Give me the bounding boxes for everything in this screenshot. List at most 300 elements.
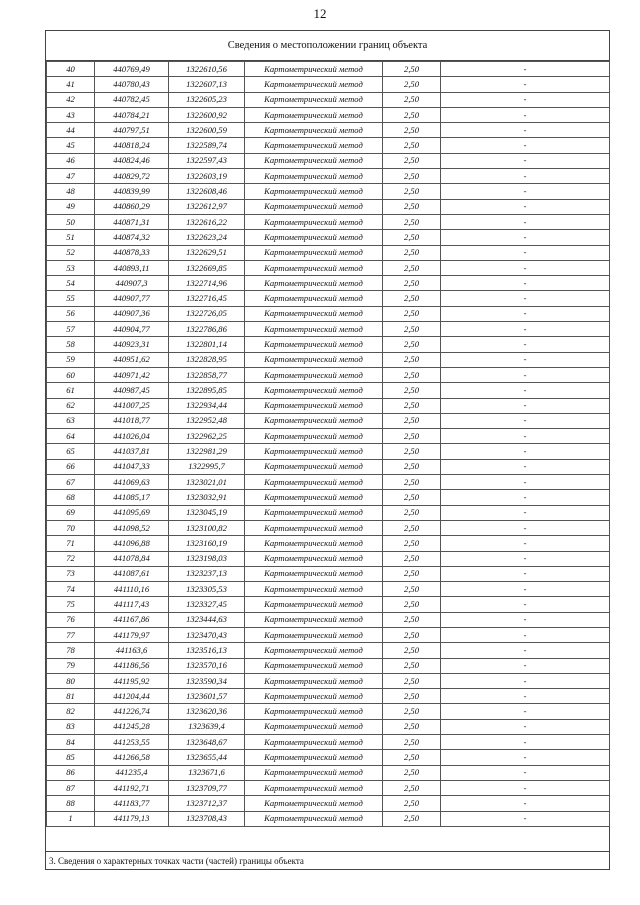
y-coordinate-cell: 1322934,44	[169, 398, 245, 413]
page-number: 12	[313, 6, 327, 21]
section-footer: 3. Сведения о характерных точках части (частей) границы объекта	[46, 851, 609, 869]
y-coordinate-cell: 1322981,29	[169, 444, 245, 459]
x-coordinate-cell: 441098,52	[95, 520, 169, 535]
method-cell: Картометрический метод	[245, 490, 383, 505]
y-coordinate-cell: 1323444,63	[169, 612, 245, 627]
y-coordinate-cell: 1322607,13	[169, 77, 245, 92]
y-coordinate-cell: 1322726,05	[169, 306, 245, 321]
point-number-cell: 73	[47, 566, 95, 581]
description-cell: -	[441, 107, 610, 122]
accuracy-cell: 2,50	[383, 77, 441, 92]
method-cell: Картометрический метод	[245, 673, 383, 688]
description-cell: -	[441, 260, 610, 275]
table-row	[47, 520, 610, 535]
table-row	[47, 306, 610, 321]
accuracy-cell: 2,50	[383, 429, 441, 444]
x-coordinate-cell: 440907,77	[95, 291, 169, 306]
x-coordinate-cell: 440769,49	[95, 62, 169, 77]
table-row	[47, 689, 610, 704]
x-coordinate-cell: 441085,17	[95, 490, 169, 505]
accuracy-cell: 2,50	[383, 92, 441, 107]
point-number-cell: 88	[47, 796, 95, 811]
accuracy-cell: 2,50	[383, 475, 441, 490]
method-cell: Картометрический метод	[245, 138, 383, 153]
accuracy-cell: 2,50	[383, 169, 441, 184]
method-cell: Картометрический метод	[245, 107, 383, 122]
method-cell: Картометрический метод	[245, 475, 383, 490]
description-cell: -	[441, 597, 610, 612]
point-number-cell: 55	[47, 291, 95, 306]
point-number-cell: 76	[47, 612, 95, 627]
method-cell: Картометрический метод	[245, 184, 383, 199]
accuracy-cell: 2,50	[383, 627, 441, 642]
method-cell: Картометрический метод	[245, 199, 383, 214]
point-number-cell: 86	[47, 765, 95, 780]
description-cell: -	[441, 169, 610, 184]
accuracy-cell: 2,50	[383, 306, 441, 321]
x-coordinate-cell: 441183,77	[95, 796, 169, 811]
table-row	[47, 92, 610, 107]
table-row	[47, 566, 610, 581]
accuracy-cell: 2,50	[383, 367, 441, 382]
y-coordinate-cell: 1323237,13	[169, 566, 245, 581]
point-number-cell: 46	[47, 153, 95, 168]
point-number-cell: 56	[47, 306, 95, 321]
table-row	[47, 276, 610, 291]
x-coordinate-cell: 441018,77	[95, 413, 169, 428]
point-number-cell: 79	[47, 658, 95, 673]
point-number-cell: 47	[47, 169, 95, 184]
table-row	[47, 582, 610, 597]
description-cell: -	[441, 582, 610, 597]
accuracy-cell: 2,50	[383, 107, 441, 122]
point-number-cell: 72	[47, 551, 95, 566]
x-coordinate-cell: 440839,99	[95, 184, 169, 199]
description-cell: -	[441, 704, 610, 719]
y-coordinate-cell: 1323327,45	[169, 597, 245, 612]
x-coordinate-cell: 440871,31	[95, 214, 169, 229]
description-cell: -	[441, 627, 610, 642]
point-number-cell: 43	[47, 107, 95, 122]
y-coordinate-cell: 1322895,85	[169, 383, 245, 398]
accuracy-cell: 2,50	[383, 62, 441, 77]
x-coordinate-cell: 441110,16	[95, 582, 169, 597]
x-coordinate-cell: 440878,33	[95, 245, 169, 260]
accuracy-cell: 2,50	[383, 184, 441, 199]
method-cell: Картометрический метод	[245, 551, 383, 566]
description-cell: -	[441, 551, 610, 566]
x-coordinate-cell: 441167,86	[95, 612, 169, 627]
accuracy-cell: 2,50	[383, 673, 441, 688]
table-row	[47, 658, 610, 673]
table-row	[47, 750, 610, 765]
accuracy-cell: 2,50	[383, 536, 441, 551]
table-row	[47, 398, 610, 413]
x-coordinate-cell: 441266,58	[95, 750, 169, 765]
point-number-cell: 57	[47, 322, 95, 337]
x-coordinate-cell: 441087,61	[95, 566, 169, 581]
x-coordinate-cell: 441253,55	[95, 735, 169, 750]
table-row	[47, 551, 610, 566]
point-number-cell: 62	[47, 398, 95, 413]
x-coordinate-cell: 440987,45	[95, 383, 169, 398]
point-number-cell: 63	[47, 413, 95, 428]
table-row	[47, 337, 610, 352]
point-number-cell: 85	[47, 750, 95, 765]
description-cell: -	[441, 673, 610, 688]
point-number-cell: 78	[47, 643, 95, 658]
point-number-cell: 60	[47, 367, 95, 382]
table-body	[47, 62, 610, 827]
y-coordinate-cell: 1322858,77	[169, 367, 245, 382]
method-cell: Картометрический метод	[245, 811, 383, 826]
table-row	[47, 811, 610, 826]
table-row	[47, 444, 610, 459]
accuracy-cell: 2,50	[383, 153, 441, 168]
x-coordinate-cell: 440907,36	[95, 306, 169, 321]
method-cell: Картометрический метод	[245, 505, 383, 520]
description-cell: -	[441, 490, 610, 505]
description-cell: -	[441, 413, 610, 428]
point-number-cell: 64	[47, 429, 95, 444]
description-cell: -	[441, 429, 610, 444]
table-row	[47, 169, 610, 184]
table-row	[47, 597, 610, 612]
y-coordinate-cell: 1323620,36	[169, 704, 245, 719]
accuracy-cell: 2,50	[383, 780, 441, 795]
y-coordinate-cell: 1323655,44	[169, 750, 245, 765]
table-row	[47, 62, 610, 77]
description-cell: -	[441, 780, 610, 795]
accuracy-cell: 2,50	[383, 199, 441, 214]
point-number-cell: 68	[47, 490, 95, 505]
description-cell: -	[441, 77, 610, 92]
description-cell: -	[441, 398, 610, 413]
method-cell: Картометрический метод	[245, 444, 383, 459]
x-coordinate-cell: 441204,44	[95, 689, 169, 704]
table-row	[47, 780, 610, 795]
x-coordinate-cell: 441186,56	[95, 658, 169, 673]
description-cell: -	[441, 245, 610, 260]
x-coordinate-cell: 441195,92	[95, 673, 169, 688]
method-cell: Картометрический метод	[245, 627, 383, 642]
table-row	[47, 627, 610, 642]
accuracy-cell: 2,50	[383, 383, 441, 398]
description-cell: -	[441, 689, 610, 704]
x-coordinate-cell: 441096,88	[95, 536, 169, 551]
x-coordinate-cell: 441078,84	[95, 551, 169, 566]
accuracy-cell: 2,50	[383, 505, 441, 520]
accuracy-cell: 2,50	[383, 597, 441, 612]
table-row	[47, 230, 610, 245]
method-cell: Картометрический метод	[245, 92, 383, 107]
y-coordinate-cell: 1322714,96	[169, 276, 245, 291]
y-coordinate-cell: 1322629,51	[169, 245, 245, 260]
x-coordinate-cell: 441037,81	[95, 444, 169, 459]
y-coordinate-cell: 1322610,56	[169, 62, 245, 77]
accuracy-cell: 2,50	[383, 444, 441, 459]
description-cell: -	[441, 536, 610, 551]
table-row	[47, 77, 610, 92]
y-coordinate-cell: 1323032,91	[169, 490, 245, 505]
description-cell: -	[441, 337, 610, 352]
method-cell: Картометрический метод	[245, 62, 383, 77]
x-coordinate-cell: 440818,24	[95, 138, 169, 153]
description-cell: -	[441, 322, 610, 337]
x-coordinate-cell: 440797,51	[95, 123, 169, 138]
method-cell: Картометрический метод	[245, 750, 383, 765]
description-cell: -	[441, 643, 610, 658]
y-coordinate-cell: 1322589,74	[169, 138, 245, 153]
x-coordinate-cell: 440907,3	[95, 276, 169, 291]
method-cell: Картометрический метод	[245, 796, 383, 811]
description-cell: -	[441, 566, 610, 581]
table-row	[47, 612, 610, 627]
point-number-cell: 74	[47, 582, 95, 597]
x-coordinate-cell: 441192,71	[95, 780, 169, 795]
x-coordinate-cell: 441226,74	[95, 704, 169, 719]
description-cell: -	[441, 765, 610, 780]
description-cell: -	[441, 153, 610, 168]
accuracy-cell: 2,50	[383, 582, 441, 597]
table-row	[47, 367, 610, 382]
y-coordinate-cell: 1323712,37	[169, 796, 245, 811]
accuracy-cell: 2,50	[383, 138, 441, 153]
accuracy-cell: 2,50	[383, 735, 441, 750]
description-cell: -	[441, 367, 610, 382]
point-number-cell: 77	[47, 627, 95, 642]
x-coordinate-cell: 440824,46	[95, 153, 169, 168]
point-number-cell: 82	[47, 704, 95, 719]
table-row	[47, 322, 610, 337]
table-row	[47, 429, 610, 444]
method-cell: Картометрический метод	[245, 704, 383, 719]
method-cell: Картометрический метод	[245, 322, 383, 337]
y-coordinate-cell: 1322603,19	[169, 169, 245, 184]
point-number-cell: 87	[47, 780, 95, 795]
table-row	[47, 291, 610, 306]
point-number-cell: 75	[47, 597, 95, 612]
accuracy-cell: 2,50	[383, 260, 441, 275]
accuracy-cell: 2,50	[383, 413, 441, 428]
table-row	[47, 245, 610, 260]
x-coordinate-cell: 441179,13	[95, 811, 169, 826]
description-cell: -	[441, 444, 610, 459]
description-cell: -	[441, 750, 610, 765]
y-coordinate-cell: 1323305,53	[169, 582, 245, 597]
x-coordinate-cell: 441026,04	[95, 429, 169, 444]
point-number-cell: 80	[47, 673, 95, 688]
x-coordinate-cell: 441117,43	[95, 597, 169, 612]
description-cell: -	[441, 291, 610, 306]
accuracy-cell: 2,50	[383, 214, 441, 229]
table-row	[47, 673, 610, 688]
x-coordinate-cell: 441069,63	[95, 475, 169, 490]
y-coordinate-cell: 1323470,43	[169, 627, 245, 642]
y-coordinate-cell: 1322608,46	[169, 184, 245, 199]
y-coordinate-cell: 1323708,43	[169, 811, 245, 826]
accuracy-cell: 2,50	[383, 719, 441, 734]
method-cell: Картометрический метод	[245, 643, 383, 658]
description-cell: -	[441, 719, 610, 734]
method-cell: Картометрический метод	[245, 276, 383, 291]
method-cell: Картометрический метод	[245, 413, 383, 428]
method-cell: Картометрический метод	[245, 169, 383, 184]
description-cell: -	[441, 811, 610, 826]
table-row	[47, 107, 610, 122]
point-number-cell: 45	[47, 138, 95, 153]
table-row	[47, 413, 610, 428]
y-coordinate-cell: 1323601,57	[169, 689, 245, 704]
description-cell: -	[441, 214, 610, 229]
y-coordinate-cell: 1323648,67	[169, 735, 245, 750]
accuracy-cell: 2,50	[383, 490, 441, 505]
method-cell: Картометрический метод	[245, 658, 383, 673]
y-coordinate-cell: 1322716,45	[169, 291, 245, 306]
y-coordinate-cell: 1323021,01	[169, 475, 245, 490]
x-coordinate-cell: 440923,31	[95, 337, 169, 352]
table-row	[47, 719, 610, 734]
description-cell: -	[441, 475, 610, 490]
y-coordinate-cell: 1322600,59	[169, 123, 245, 138]
y-coordinate-cell: 1322801,14	[169, 337, 245, 352]
y-coordinate-cell: 1322828,95	[169, 352, 245, 367]
y-coordinate-cell: 1322962,25	[169, 429, 245, 444]
table-row	[47, 184, 610, 199]
point-number-cell: 49	[47, 199, 95, 214]
description-cell: -	[441, 184, 610, 199]
method-cell: Картометрический метод	[245, 536, 383, 551]
point-number-cell: 42	[47, 92, 95, 107]
accuracy-cell: 2,50	[383, 796, 441, 811]
table-row	[47, 505, 610, 520]
accuracy-cell: 2,50	[383, 566, 441, 581]
point-number-cell: 50	[47, 214, 95, 229]
accuracy-cell: 2,50	[383, 658, 441, 673]
point-number-cell: 40	[47, 62, 95, 77]
y-coordinate-cell: 1323100,82	[169, 520, 245, 535]
y-coordinate-cell: 1322616,22	[169, 214, 245, 229]
accuracy-cell: 2,50	[383, 322, 441, 337]
accuracy-cell: 2,50	[383, 337, 441, 352]
description-cell: -	[441, 230, 610, 245]
x-coordinate-cell: 441047,33	[95, 459, 169, 474]
y-coordinate-cell: 1323045,19	[169, 505, 245, 520]
method-cell: Картометрический метод	[245, 612, 383, 627]
description-cell: -	[441, 276, 610, 291]
y-coordinate-cell: 1322612,97	[169, 199, 245, 214]
description-cell: -	[441, 138, 610, 153]
point-number-cell: 81	[47, 689, 95, 704]
boundary-table-frame	[45, 30, 610, 870]
method-cell: Картометрический метод	[245, 520, 383, 535]
table-row	[47, 153, 610, 168]
point-number-cell: 83	[47, 719, 95, 734]
point-number-cell: 54	[47, 276, 95, 291]
table-row	[47, 765, 610, 780]
table-row	[47, 735, 610, 750]
point-number-cell: 53	[47, 260, 95, 275]
description-cell: -	[441, 459, 610, 474]
description-cell: -	[441, 658, 610, 673]
point-number-cell: 71	[47, 536, 95, 551]
point-number-cell: 41	[47, 77, 95, 92]
accuracy-cell: 2,50	[383, 811, 441, 826]
accuracy-cell: 2,50	[383, 398, 441, 413]
accuracy-cell: 2,50	[383, 612, 441, 627]
y-coordinate-cell: 1323160,19	[169, 536, 245, 551]
y-coordinate-cell: 1323570,16	[169, 658, 245, 673]
table-header-title: Сведения о местоположении границ объекта	[46, 31, 609, 61]
x-coordinate-cell: 440829,72	[95, 169, 169, 184]
description-cell: -	[441, 520, 610, 535]
table-row	[47, 796, 610, 811]
accuracy-cell: 2,50	[383, 643, 441, 658]
description-cell: -	[441, 612, 610, 627]
x-coordinate-cell: 441095,69	[95, 505, 169, 520]
method-cell: Картометрический метод	[245, 429, 383, 444]
accuracy-cell: 2,50	[383, 276, 441, 291]
point-number-cell: 66	[47, 459, 95, 474]
accuracy-cell: 2,50	[383, 352, 441, 367]
table-row	[47, 138, 610, 153]
table-row	[47, 123, 610, 138]
table-row	[47, 704, 610, 719]
accuracy-cell: 2,50	[383, 291, 441, 306]
x-coordinate-cell: 441007,25	[95, 398, 169, 413]
point-number-cell: 59	[47, 352, 95, 367]
table-row	[47, 352, 610, 367]
method-cell: Картометрический метод	[245, 291, 383, 306]
y-coordinate-cell: 1323639,4	[169, 719, 245, 734]
method-cell: Картометрический метод	[245, 597, 383, 612]
method-cell: Картометрический метод	[245, 459, 383, 474]
method-cell: Картометрический метод	[245, 735, 383, 750]
method-cell: Картометрический метод	[245, 765, 383, 780]
x-coordinate-cell: 441235,4	[95, 765, 169, 780]
method-cell: Картометрический метод	[245, 719, 383, 734]
y-coordinate-cell: 1322995,7	[169, 459, 245, 474]
x-coordinate-cell: 441163,6	[95, 643, 169, 658]
table-row	[47, 214, 610, 229]
y-coordinate-cell: 1322669,85	[169, 260, 245, 275]
point-number-cell: 58	[47, 337, 95, 352]
accuracy-cell: 2,50	[383, 689, 441, 704]
description-cell: -	[441, 62, 610, 77]
description-cell: -	[441, 199, 610, 214]
y-coordinate-cell: 1322600,92	[169, 107, 245, 122]
x-coordinate-cell: 440951,62	[95, 352, 169, 367]
accuracy-cell: 2,50	[383, 245, 441, 260]
x-coordinate-cell: 440860,29	[95, 199, 169, 214]
y-coordinate-cell: 1323516,13	[169, 643, 245, 658]
accuracy-cell: 2,50	[383, 750, 441, 765]
method-cell: Картометрический метод	[245, 352, 383, 367]
method-cell: Картометрический метод	[245, 260, 383, 275]
description-cell: -	[441, 383, 610, 398]
table-row	[47, 536, 610, 551]
method-cell: Картометрический метод	[245, 245, 383, 260]
y-coordinate-cell: 1323709,77	[169, 780, 245, 795]
table-row	[47, 475, 610, 490]
x-coordinate-cell: 441245,28	[95, 719, 169, 734]
y-coordinate-cell: 1322605,23	[169, 92, 245, 107]
method-cell: Картометрический метод	[245, 153, 383, 168]
point-number-cell: 44	[47, 123, 95, 138]
table-row	[47, 383, 610, 398]
method-cell: Картометрический метод	[245, 566, 383, 581]
accuracy-cell: 2,50	[383, 230, 441, 245]
